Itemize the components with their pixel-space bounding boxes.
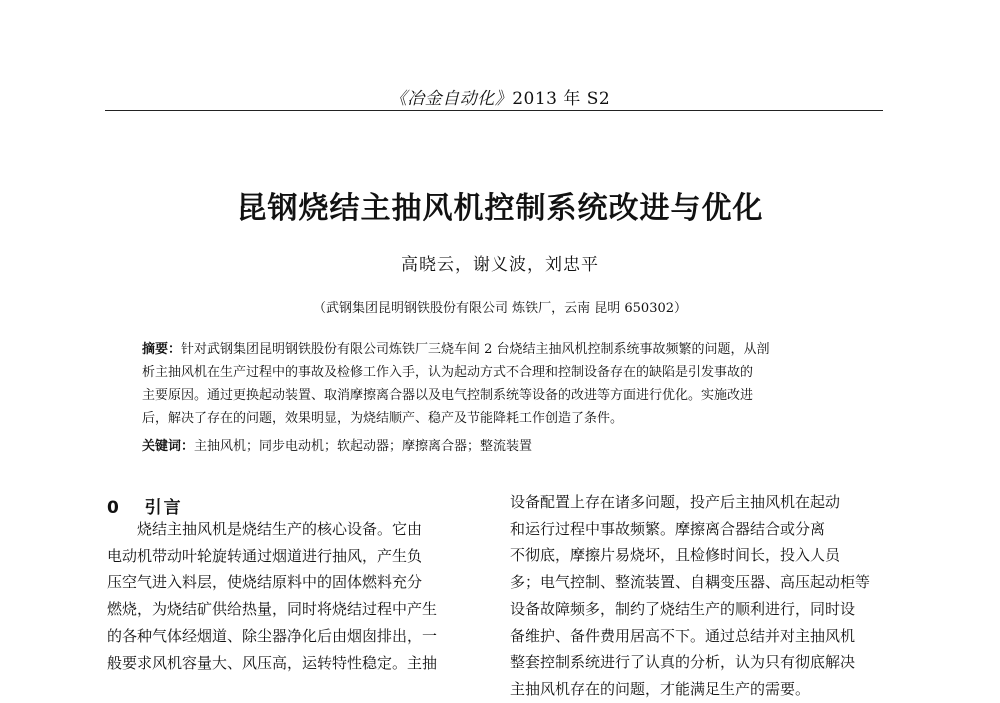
abstract-line: 后，解决了存在的问题，效果明显，为烧结顺产、稳产及节能降耗工作创造了条件。 (142, 411, 624, 426)
section-number: 0 (107, 498, 121, 518)
body-line: 多；电气控制、整流装置、自耦变压器、高压起动柜等 (510, 573, 871, 592)
body-line: 烧结主抽风机是烧结生产的核心设备。它由 (137, 520, 423, 538)
paper-title: 昆钢烧结主抽风机控制系统改进与优化 (236, 191, 764, 226)
abstract-line (142, 338, 854, 361)
keywords (142, 435, 854, 458)
body-line: 的各种气体经烟道、除尘器净化后由烟囱排出，一 (107, 626, 438, 645)
journal-year-issue: 2013 年 S2 (512, 89, 611, 109)
section-title: 引言 (144, 498, 183, 518)
body-line: 不彻底，摩擦片易烧坏，且检修时间长，投入人员 (510, 546, 841, 565)
body-column-left (107, 516, 481, 676)
journal-name: 《冶金自动化》 (389, 89, 513, 109)
abstract-line: 析主抽风机在生产过程中的事故及检修工作入手，认为起动方式不合理和控制设备存在的缺陷是引发事故的 (142, 365, 754, 380)
keywords-label: 关键词： (142, 439, 195, 454)
authors: 高晓云，谢义波，刘忠平 (401, 255, 599, 275)
body-line: 燃烧，为烧结矿供给热量，同时将烧结过程中产生 (107, 600, 438, 619)
body-line: 整套控制系统进行了认真的分析，认为只有彻底解决 (510, 653, 856, 672)
abstract-line-text: 针对武钢集团昆明钢铁股份有限公司炼铁厂三烧车间 2 台烧结主抽风机控制系统事故频繁的问题，从剖 (181, 342, 770, 357)
section-heading (107, 493, 183, 518)
body-line: 设备故障频多，制约了烧结生产的顺利进行，同时设 (510, 599, 856, 618)
body-line: 主抽风机存在的问题，才能满足生产的需要。 (510, 679, 811, 698)
affiliation: （武钢集团昆明钢铁股份有限公司 炼铁厂，云南 昆明 650302） (312, 301, 688, 316)
body-line: 电动机带动叶轮旋转通过烟道进行抽风，产生负 (107, 546, 423, 565)
journal-header (0, 84, 1000, 109)
header-rule (105, 110, 883, 111)
body-line: 般要求风机容量大、风压高，运转特性稳定。主抽 (107, 653, 438, 672)
body-line: 压空气进入料层，使烧结原料中的固体燃料充分 (107, 573, 423, 592)
abstract-line: 主要原因。通过更换起动装置、取消摩擦离合器以及电气控制系统等设备的改进等方面进行优化。实施改进 (142, 388, 754, 403)
body-column-right (510, 489, 883, 703)
keywords-text: 主抽风机；同步电动机；软起动器；摩擦离合器；整流装置 (194, 439, 533, 454)
body-line: 和运行过程中事故频繁。摩擦离合器结合或分离 (510, 519, 826, 538)
abstract-label: 摘要： (142, 342, 182, 357)
body-line: 备维护、备件费用居高不下。通过总结并对主抽风机 (510, 626, 856, 645)
abstract (142, 338, 854, 430)
body-line: 设备配置上存在诸多问题，投产后主抽风机在起动 (510, 493, 841, 511)
